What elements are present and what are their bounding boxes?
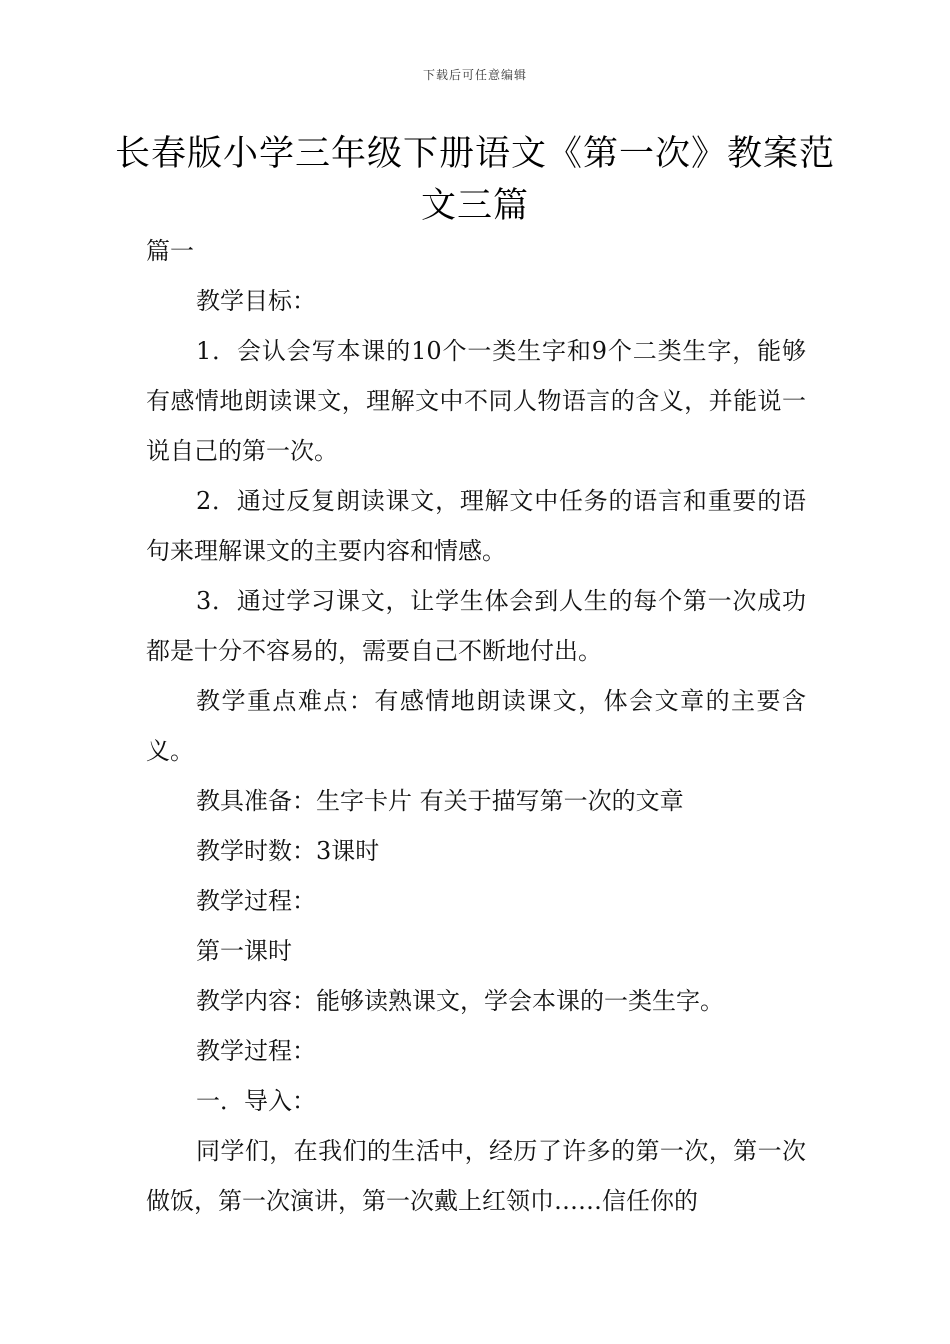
section-label: 篇一: [146, 237, 194, 265]
paragraph: 教学内容：能够读熟课文，学会本课的一类生字。: [196, 987, 724, 1015]
paragraph: 教学过程：: [196, 887, 316, 915]
document-title: 长春版小学三年级下册语文《第一次》教案范文三篇: [114, 134, 835, 226]
paragraph: 1．会认会写本课的10个一类生字和9个二类生字，能够有感情地朗读课文，理解文中不同人物语言的含义，并能说一说自己的第一次。: [146, 337, 806, 465]
paragraph: 教学过程：: [196, 1037, 316, 1065]
paragraph: 教学时数：3课时: [196, 837, 380, 865]
paragraph: 2．通过反复朗读课文，理解文中任务的语言和重要的语句来理解课文的主要内容和情感。: [146, 487, 806, 565]
paragraph: 第一课时: [196, 937, 292, 965]
paragraph: 一．导入：: [196, 1087, 316, 1115]
paragraph: 3．通过学习课文，让学生体会到人生的每个第一次成功都是十分不容易的，需要自己不断地付出。: [146, 587, 806, 665]
header-note: 下载后可任意编辑: [422, 68, 527, 82]
paragraph: 同学们，在我们的生活中，经历了许多的第一次，第一次做饭，第一次演讲，第一次戴上红领巾……信任你的: [146, 1137, 806, 1215]
paragraph: 教具准备：生字卡片 有关于描写第一次的文章: [196, 787, 684, 815]
document-body: [146, 226, 806, 1226]
paragraph: 教学目标：: [196, 287, 316, 315]
paragraph: 教学重点难点：有感情地朗读课文，体会文章的主要含义。: [146, 687, 806, 765]
